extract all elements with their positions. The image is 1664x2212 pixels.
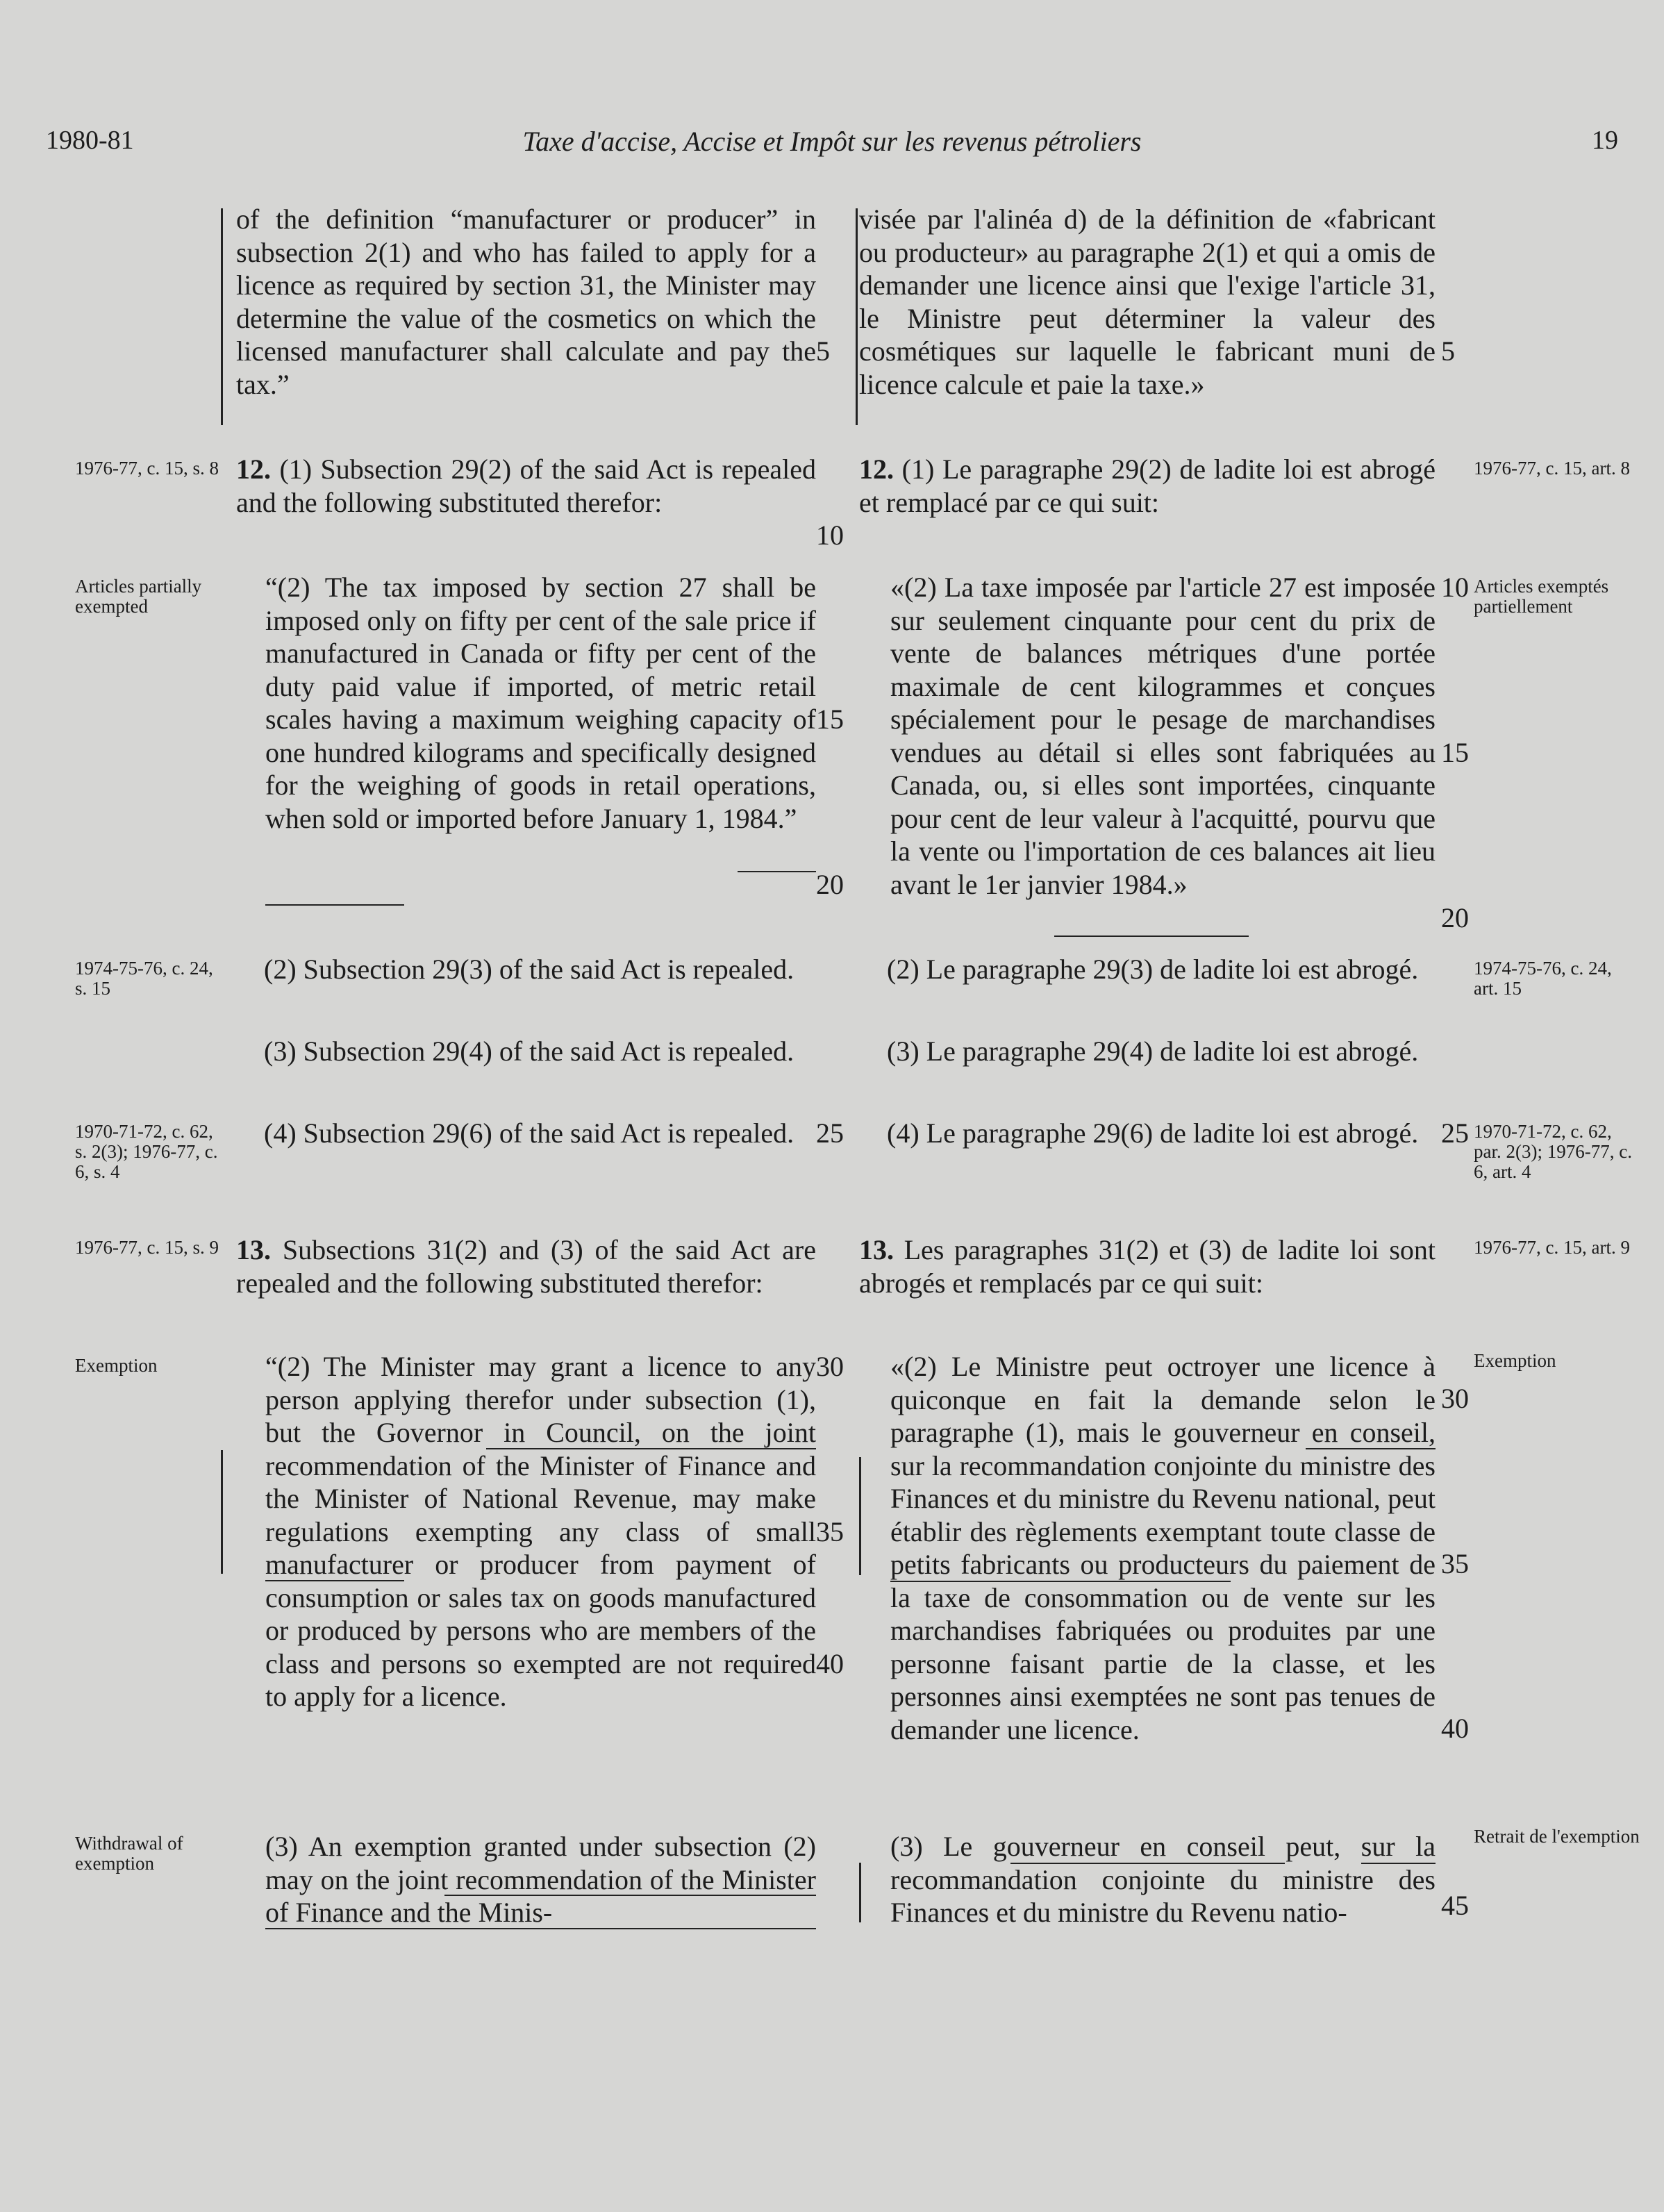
fr-section-12-quote: «(2) La taxe imposée par l'article 27 est imposée sur seulement cinquante pour cent du prix de vente de balances métriques d'une portée maximale de cent kilogrammes et conçues spécialement pour le pesage de marchandises vendues au détail si elles sont fabriquées au Canada, ou, si elles sont importées, cinquante pour cent de leur valeur à l'acquitté, pourvu que la vente ou l'importation de ces balances ait lieu avant le 1er janvier 1984.» xyxy=(890,572,1436,900)
fr-section-12-1 xyxy=(859,453,1436,519)
en-section-13-quote-3: (3) An exemption granted under subsection (2) may on the joint recommendation of the Minister of Finance and the Minis- xyxy=(265,1831,816,1928)
en-section-12-1 xyxy=(236,453,816,519)
year-label: 1980-81 xyxy=(46,126,134,155)
en-line-number-15: 15 xyxy=(816,704,844,735)
margin-note-left-1: 1976-77, c. 15, s. 8 xyxy=(75,458,219,479)
fr-underline-date xyxy=(1054,935,1249,937)
en-change-bar xyxy=(221,208,223,425)
margin-note-right-1: 1976-77, c. 15, art. 8 xyxy=(1474,458,1630,479)
en-section-12-quote: “(2) The tax imposed by section 27 shall be imposed only on fifty per cent of the sale price if manufactured in Canada or fifty per cent of the duty paid value if imported, of metric retail scales having a maximum weighing capacity of one hundred kilograms and specifically designed for the weighing of goods in retail operations, when sold or imported before January 1, 1984.” xyxy=(265,572,816,834)
fr-change-bar xyxy=(856,208,858,425)
fr-section-12-3: (3) Le paragraphe 29(4) de ladite loi est abrogé. xyxy=(887,1036,1419,1067)
fr-section-13-number: 13. xyxy=(859,1234,894,1265)
margin-note-left-5: 1976-77, c. 15, s. 9 xyxy=(75,1237,219,1258)
margin-note-left-6: Exemption xyxy=(75,1355,158,1376)
en-section-13-quote-2: “(2) The Minister may grant a licence to any person applying therefor under subsection (1), but the Governor in Council, on the joint recommendation of the Minister of Finance and the Minister of National Revenue, may make regulations exempting any class of small manufacturer or producer from payment of consumption or sales tax on goods manufactured or produced by persons who are members of the class and persons so exempted are not required to apply for a licence. xyxy=(265,1351,816,1712)
fr-line-number-20: 20 xyxy=(1441,902,1469,933)
margin-note-left-7: Withdrawal of exemption xyxy=(75,1833,183,1874)
fr-change-bar-3 xyxy=(859,1863,861,1922)
en-change-bar-2 xyxy=(221,1450,223,1574)
fr-underline-gouverneur-2 xyxy=(1010,1863,1285,1864)
running-title: Taxe d'accise, Accise et Impôt sur les revenus pétroliers xyxy=(522,126,1142,157)
fr-section-12-4: (4) Le paragraphe 29(6) de ladite loi est abrogé. xyxy=(887,1117,1419,1149)
page-number: 19 xyxy=(1592,126,1618,155)
fr-underline-sur-la xyxy=(1361,1863,1436,1864)
en-line-number-30: 30 xyxy=(816,1351,844,1382)
en-line-number-40: 40 xyxy=(816,1648,844,1679)
en-section-12-2: (2) Subsection 29(3) of the said Act is repealed. xyxy=(264,954,794,985)
fr-line-number-25: 25 xyxy=(1441,1117,1469,1149)
fr-line-number-35: 35 xyxy=(1441,1548,1469,1579)
en-underline-joint-2 xyxy=(265,1928,816,1929)
en-section-13-text: Subsections 31(2) and (3) of the said Act are repealed and the following substituted therefor: xyxy=(236,1234,816,1299)
en-section-12-4: (4) Subsection 29(6) of the said Act is repealed. xyxy=(264,1117,794,1149)
fr-line-number-5: 5 xyxy=(1441,335,1455,367)
en-underline-joint-1 xyxy=(444,1895,816,1896)
margin-note-left-2: Articles partially exempted xyxy=(75,576,202,617)
en-underline-january xyxy=(738,871,816,872)
fr-section-13-text: Les paragraphes 31(2) et (3) de ladite loi sont abrogés et remplacés par ce qui suit: xyxy=(859,1234,1436,1299)
en-line-number-10: 10 xyxy=(816,519,844,551)
fr-underline-gouverneur xyxy=(1306,1448,1436,1449)
en-section-12-1-text: (1) Subsection 29(2) of the said Act is repealed and the following substituted therefor: xyxy=(236,454,817,518)
margin-note-right-6: Exemption xyxy=(1474,1350,1556,1371)
margin-note-left-4: 1970-71-72, c. 62, s. 2(3); 1976-77, c. 6, s. 4 xyxy=(75,1121,218,1182)
fr-line-number-45: 45 xyxy=(1441,1890,1469,1921)
en-continuation-paragraph: of the definition “manufacturer or producer” in subsection 2(1) and who has failed to apply for a licence as required by section 31, the Minister may determine the value of the cosmetics on which the licensed manufacturer shall calculate and pay the tax.” xyxy=(236,203,816,400)
en-underline-1984 xyxy=(265,904,404,906)
margin-note-right-4: 1970-71-72, c. 62, par. 2(3); 1976-77, c. 6, art. 4 xyxy=(1474,1121,1632,1182)
fr-section-12-1-text: (1) Le paragraphe 29(2) de ladite loi est abrogé et remplacé par ce qui suit: xyxy=(859,454,1436,518)
en-section-13 xyxy=(236,1233,816,1299)
margin-note-right-7: Retrait de l'exemption xyxy=(1474,1826,1640,1847)
margin-note-right-5: 1976-77, c. 15, art. 9 xyxy=(1474,1237,1630,1258)
fr-continuation-paragraph: visée par l'alinéa d) de la définition de «fabricant ou producteur» au paragraphe 2(1) et qui a omis de demander une licence ainsi que l'exige l'article 31, le Ministre peut déterminer la valeur des cosmétiques sur laquelle le fabricant muni de licence calcule et paie la taxe.» xyxy=(859,203,1436,400)
fr-underline-reglements xyxy=(890,1581,1231,1582)
fr-section-13-quote-3: (3) Le gouverneur en conseil peut, sur la recommandation conjointe du ministre des Finances et du ministre du Revenu natio- xyxy=(890,1831,1436,1928)
fr-section-12-2: (2) Le paragraphe 29(3) de ladite loi est abrogé. xyxy=(887,954,1419,985)
fr-line-number-30: 30 xyxy=(1441,1383,1469,1414)
en-line-number-25: 25 xyxy=(816,1117,844,1149)
fr-section-13-quote-2: «(2) Le Ministre peut octroyer une licence à quiconque en fait la demande selon le paragraphe (1), mais le gouverneur en conseil, sur la recommandation conjointe du ministre des Finances et du ministre du Revenu national, peut établir des règlements exemptant toute classe de petits fabricants ou producteurs du paiement de la taxe de consommation ou de vente sur les marchandises fabriquées ou produites par une personne faisant partie de la classe, et les personnes ainsi exemptées ne sont pas tenues de demander une licence. xyxy=(890,1351,1436,1745)
fr-line-number-15: 15 xyxy=(1441,737,1469,768)
fr-line-number-10: 10 xyxy=(1441,572,1469,603)
fr-change-bar-2 xyxy=(859,1457,861,1575)
fr-section-13 xyxy=(859,1233,1436,1299)
en-section-13-number: 13. xyxy=(236,1234,271,1265)
en-section-12-3: (3) Subsection 29(4) of the said Act is repealed. xyxy=(264,1036,794,1067)
margin-note-right-3: 1974-75-76, c. 24, art. 15 xyxy=(1474,958,1612,999)
fr-line-number-40: 40 xyxy=(1441,1713,1469,1744)
en-line-number-5: 5 xyxy=(816,335,830,367)
margin-note-right-2: Articles exemptés partiellement xyxy=(1474,576,1609,617)
en-line-number-35: 35 xyxy=(816,1516,844,1547)
fr-section-12-number: 12. xyxy=(859,454,894,485)
en-underline-exempting xyxy=(265,1580,404,1581)
en-underline-governor xyxy=(486,1448,816,1449)
en-line-number-20: 20 xyxy=(816,869,844,900)
en-section-12-number: 12. xyxy=(236,454,271,485)
margin-note-left-3: 1974-75-76, c. 24, s. 15 xyxy=(75,958,213,999)
